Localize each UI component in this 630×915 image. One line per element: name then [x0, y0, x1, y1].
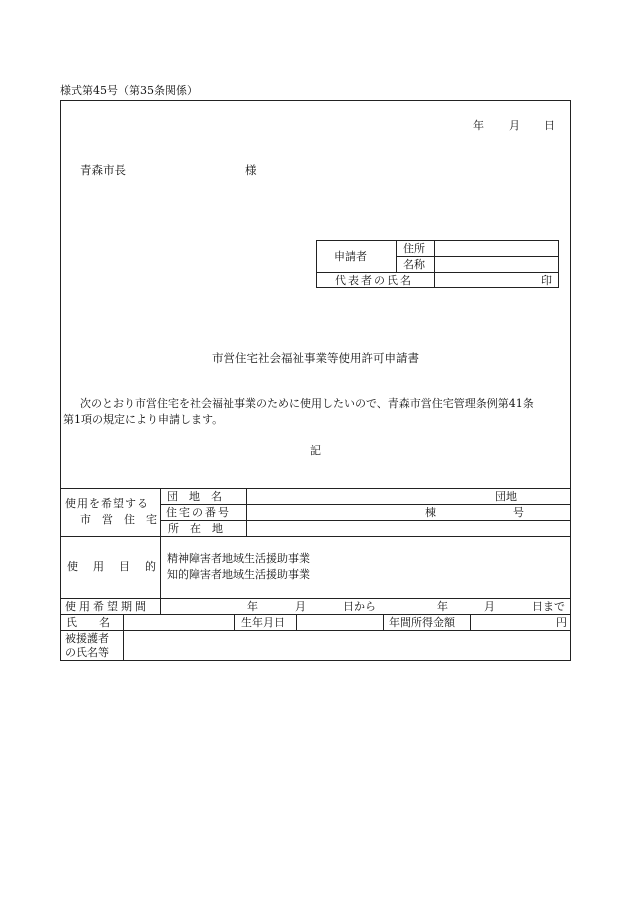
form-number: 様式第45号（第35条関係） — [60, 84, 198, 97]
period-end-month: 月 — [484, 600, 495, 613]
period-end-day: 日まで — [532, 600, 565, 613]
table-line — [60, 614, 571, 615]
addressee-name: 青森市長 — [80, 163, 126, 177]
document-title: 市営住宅社会福祉事業等使用許可申請書 — [212, 351, 419, 365]
address-label: 住所 — [403, 242, 425, 255]
location-label: 所 在 地 — [168, 522, 223, 535]
table-line — [383, 614, 384, 630]
period-start-year: 年 — [247, 600, 258, 613]
room-suffix: 号 — [513, 506, 524, 519]
form-frame — [60, 100, 571, 661]
purpose-item-2: 知的障害者地域生活援助事業 — [167, 568, 310, 581]
protected-label-2: の氏名等 — [65, 646, 109, 659]
income-label: 年間所得金額 — [389, 616, 455, 629]
house-number-label: 住宅の番号 — [166, 506, 231, 519]
table-line — [60, 598, 571, 599]
period-start-day: 日から — [343, 600, 376, 613]
table-line — [234, 614, 235, 630]
protected-label-1: 被援護者 — [65, 632, 109, 645]
period-start-month: 月 — [295, 600, 306, 613]
housing-label-1: 使用を希望する — [65, 497, 149, 510]
table-line — [60, 630, 571, 631]
danchi-suffix: 団地 — [495, 490, 517, 503]
seal-mark: 印 — [541, 274, 552, 287]
representative-label: 代表者の氏名 — [335, 274, 413, 287]
purpose-item-1: 精神障害者地域生活援助事業 — [167, 552, 310, 565]
body-line-1: 次のとおり市営住宅を社会福祉事業のために使用したいので、青森市営住宅管理条例第41条 — [80, 397, 534, 410]
addressee-honorific: 様 — [245, 163, 257, 177]
purpose-label: 使 用 目 的 — [67, 560, 158, 573]
period-label: 使用希望期間 — [65, 600, 149, 613]
table-line — [123, 614, 124, 661]
table-line — [160, 520, 571, 521]
table-line — [246, 488, 247, 536]
table-line — [296, 614, 297, 630]
table-line — [60, 536, 571, 537]
table-line — [470, 614, 471, 630]
applicant-divider — [434, 240, 435, 288]
table-top-line — [60, 488, 571, 489]
date-year: 年 — [473, 119, 484, 132]
yen-unit: 円 — [556, 616, 567, 629]
person-name-label: 氏 名 — [66, 616, 110, 629]
body-line-2: 第1項の規定により申請します。 — [63, 413, 224, 426]
table-line — [160, 504, 571, 505]
name-label: 名称 — [403, 258, 425, 271]
applicant-divider — [316, 272, 559, 273]
date-month: 月 — [509, 119, 520, 132]
housing-label-2: 市 営 住 宅 — [80, 513, 157, 526]
date-day: 日 — [544, 119, 555, 132]
ki-mark: 記 — [310, 444, 321, 457]
building-suffix: 棟 — [425, 506, 436, 519]
birth-date-label: 生年月日 — [241, 616, 285, 629]
danchi-name-label: 団 地 名 — [167, 490, 222, 503]
table-line — [160, 488, 161, 614]
applicant-divider — [396, 256, 559, 257]
applicant-label: 申請者 — [334, 250, 367, 263]
period-end-year: 年 — [437, 600, 448, 613]
